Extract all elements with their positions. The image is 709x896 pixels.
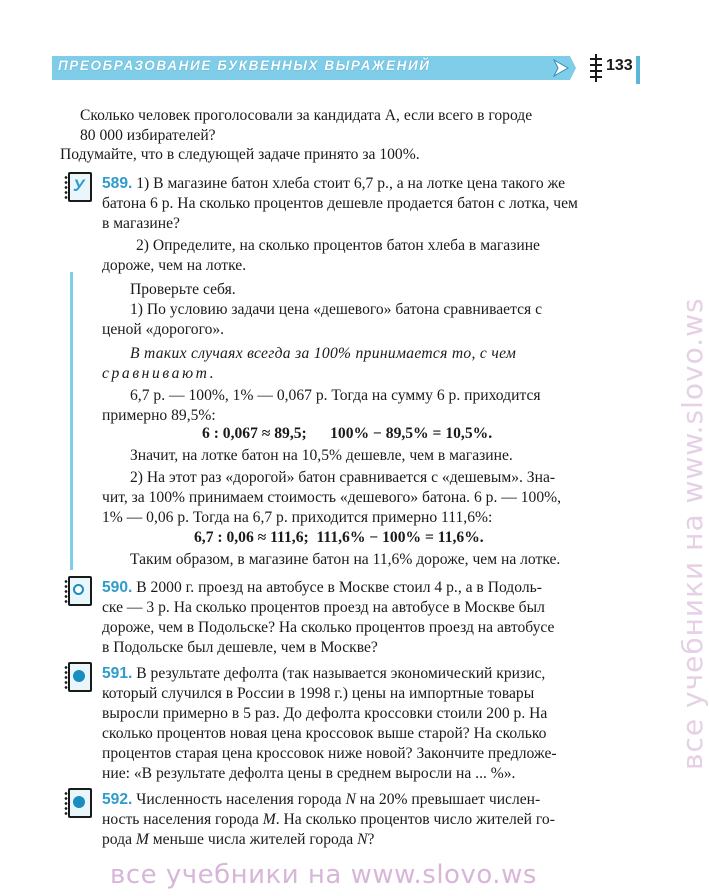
intro-line-2: 80 000 избирателей? — [80, 127, 216, 144]
task-592-line-2: ность населения города M. На сколько процентов число жителей го- — [102, 811, 555, 828]
task-591-line-4: сколько процентов новая цена кроссовок выше старой? На сколько — [102, 725, 547, 742]
dot-icon — [73, 796, 85, 808]
check-s2-line-1: 2) На этот раз «дорогой» батон сравнивается с «дешевым». Зна- — [130, 469, 556, 486]
task-589-number: 589. — [102, 175, 133, 192]
task-marker-u — [68, 172, 92, 202]
task-589-part2-line-1: 2) Определите, на сколько процентов батон хлеба в магазине — [136, 237, 540, 254]
page-number: 133 — [606, 57, 633, 74]
task-marker-ring — [68, 576, 92, 606]
task-590-line-4: в Подольске был дешевле, чем в Москве? — [102, 639, 378, 656]
task-591-number: 591. — [102, 665, 133, 682]
header-edge — [636, 56, 640, 84]
intro-line-3: Подумайте, что в следующей задаче принято за 100%. — [60, 146, 420, 163]
watermark-bottom: все учебники на www.slovo.ws — [110, 860, 537, 890]
calc1-line-1: 6,7 р. — 100%, 1% — 0,067 р. Тогда на сумму 6 р. приходится — [130, 387, 541, 404]
task-marker-dot — [68, 662, 92, 692]
watermark-side: все учебники на www.slovo.ws — [676, 297, 709, 770]
spiral-binding-icon — [586, 52, 606, 84]
task-589-line-2: батона 6 р. На сколько процентов дешевле продается батон с лотка, чем — [102, 195, 578, 212]
check-s2-line-2: чит, за 100% принимаем стоимость «дешевого» батона. 6 р. — 100%, — [102, 489, 562, 506]
task-592-number: 592. — [102, 791, 133, 808]
chapter-title: ПРЕОБРАЗОВАНИЕ БУКВЕННЫХ ВЫРАЖЕНИЙ — [58, 58, 431, 73]
rule-line-2: сравнивают. — [102, 365, 217, 382]
intro-line-1: Сколько человек проголосовали за кандидата А, если всего в городе — [80, 107, 533, 124]
conclusion-2: Таким образом, в магазине батон на 11,6% дороже, чем на лотке. — [130, 551, 561, 568]
check-heading: Проверьте себя. — [130, 281, 236, 298]
task-marker-dot-2 — [68, 788, 92, 818]
task-591-line-3: выросли примерно в 5 раз. До дефолта кроссовки стоили 200 р. На — [102, 705, 548, 722]
formula-2: 6,7 : 0,06 ≈ 111,6; 111,6% − 100% = 11,6%. — [194, 529, 484, 546]
ring-icon — [73, 584, 84, 595]
conclusion-1: Значит, на лотке батон на 10,5% дешевле, чем в магазине. — [130, 447, 513, 464]
task-590-line-2: ске — 3 р. На сколько процентов проезд на автобусе в Москве был — [102, 599, 545, 616]
task-590-line-3: дороже, чем в Подольске? На сколько процентов проезд на автобусе — [102, 619, 555, 636]
task-590-number: 590. — [102, 579, 133, 596]
task-589-line-3: в магазине? — [102, 215, 180, 232]
task-592-line-1: 592. Численность населения города N на 20% превышает числен- — [102, 791, 541, 808]
check-side-line — [70, 272, 73, 570]
task-589-part2-line-2: дороже, чем на лотке. — [102, 257, 247, 274]
task-590-line-1: 590. В 2000 г. проезд на автобусе в Москве стоил 4 р., а в Подоль- — [102, 579, 542, 596]
check-s1-line-2: ценой «дорогого». — [102, 321, 225, 338]
check-s2-line-3: 1% — 0,06 р. Тогда на 6,7 р. приходится примерно 111,6%: — [102, 509, 493, 526]
check-s1-line-1: 1) По условию задачи цена «дешевого» батона сравнивается с — [130, 301, 542, 318]
calc1-line-2: примерно 89,5%: — [102, 407, 216, 424]
pencil-tip-icon — [548, 52, 578, 84]
dot-icon — [73, 670, 85, 682]
rule-line-1: В таких случаях всегда за 100% принимается то, с чем — [130, 345, 517, 362]
task-591-line-5: процентов старая цена кроссовок ниже новой? Закончите предложе- — [102, 745, 557, 762]
task-591-line-1: 591. В результате дефолта (так называется экономический кризис, — [102, 665, 546, 682]
task-591-line-2: который случился в России в 1998 г.) цены на импортные товары — [102, 685, 535, 702]
marker-letter: У — [73, 176, 85, 195]
task-592-line-3: рода M меньше числа жителей города N? — [102, 831, 375, 848]
formula-1: 6 : 0,067 ≈ 89,5; 100% − 89,5% = 10,5%. — [202, 425, 493, 442]
task-591-line-6: ние: «В результате дефолта цены в среднем выросли на ... %». — [102, 765, 516, 782]
task-589-line-1: 589. 1) В магазине батон хлеба стоит 6,7 р., а на лотке цена такого же — [102, 175, 566, 192]
